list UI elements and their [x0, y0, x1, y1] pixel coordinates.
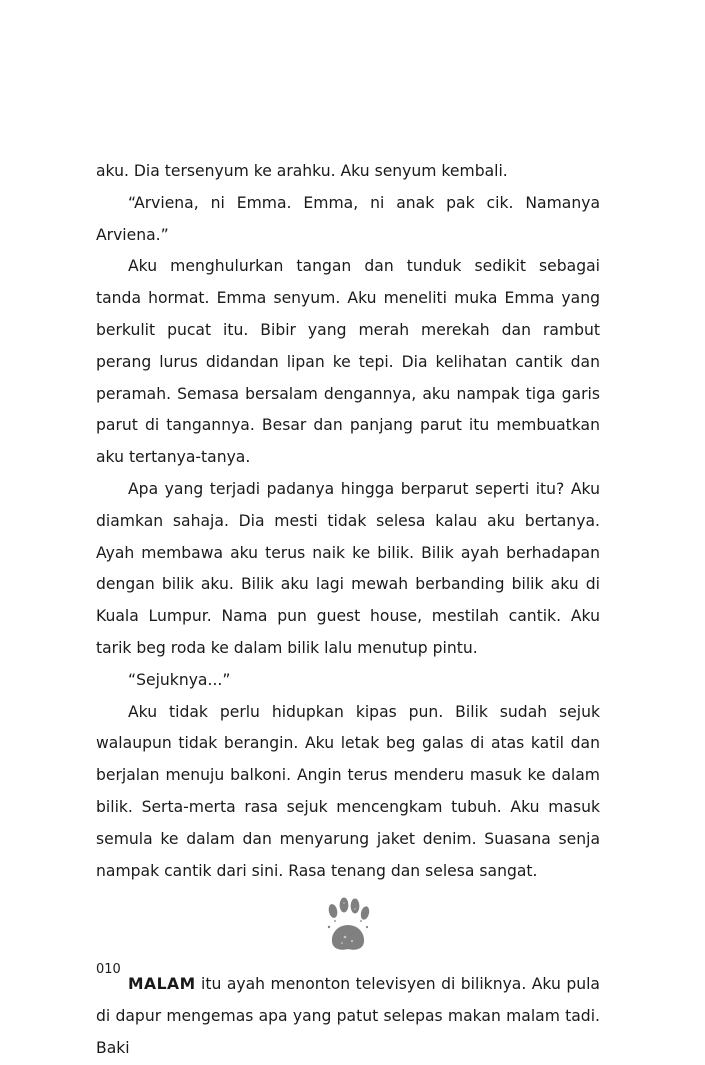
- section-paragraph: [96, 969, 600, 1064]
- paragraph: aku. Dia tersenyum ke arahku. Aku senyum kembali.: [96, 162, 508, 180]
- paragraph: Aku tidak perlu hidupkan kipas pun. Bilik sudah sejuk walaupun tidak berangin. Aku letak beg galas di atas katil dan berjalan menuju balkoni. Angin terus menderu masuk ke dalam bilik. Serta-merta rasa sejuk mencengkam tubuh. Aku masuk semula ke dalam dan menyarung jaket denim. Suasana senja nampak cantik dari sini. Rasa tenang dan selesa sangat.: [96, 702, 600, 880]
- paragraph: Apa yang terjadi padanya hingga berparut seperti itu? Aku diamkan sahaja. Dia mesti tidak selesa kalau aku bertanya. Ayah membawa aku terus naik ke bilik. Bilik ayah berhadapan dengan bilik aku. Bilik aku lagi mewah berbanding bilik aku di Kuala Lumpur. Nama pun guest house, mestilah cantik. Aku tarik beg roda ke dalam bilik lalu menutup pintu.: [96, 479, 600, 657]
- paw-print-icon: [323, 897, 373, 955]
- page-number: 010: [96, 962, 121, 977]
- section-lead-word: MALAM: [128, 975, 196, 994]
- section-text: itu ayah menonton televisyen di biliknya. Aku pula di dapur mengemas apa yang patut selepas makan malam tadi. Baki: [96, 975, 600, 1057]
- paragraph: Aku menghulurkan tangan dan tunduk sedikit sebagai tanda hormat. Emma senyum. Aku meneliti muka Emma yang berkulit pucat itu. Bibir yang merah merekah dan rambut perang lurus didandan lipan ke tepi. Dia kelihatan cantik dan peramah. Semasa bersalam dengannya, aku nampak tiga garis parut di tangannya. Besar dan panjang parut itu membuatkan aku tertanya-tanya.: [96, 257, 600, 467]
- section-divider: [96, 893, 600, 959]
- body-text: [96, 156, 600, 1065]
- paragraph: “Sejuknya...”: [128, 670, 231, 689]
- paragraph: “Arviena, ni Emma. Emma, ni anak pak cik. Namanya Arviena.”: [96, 193, 600, 244]
